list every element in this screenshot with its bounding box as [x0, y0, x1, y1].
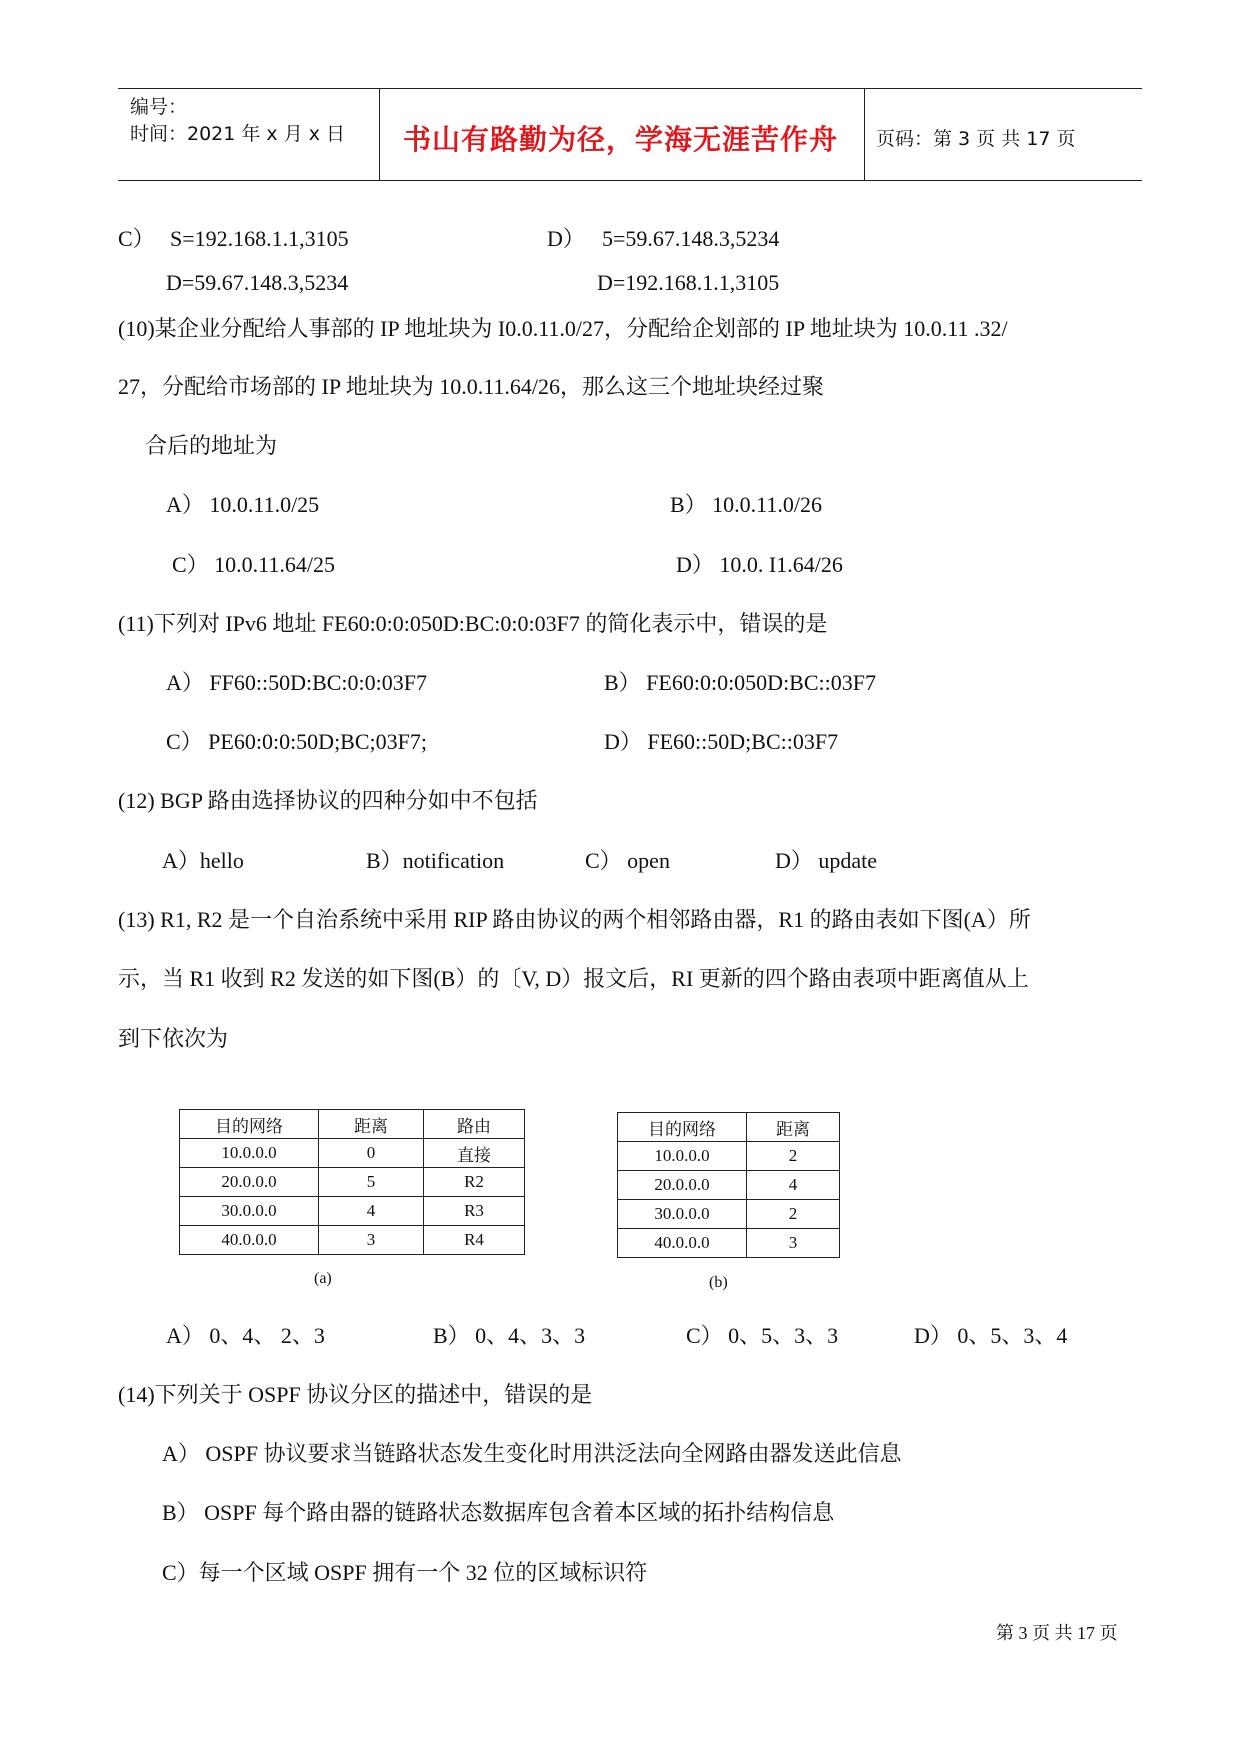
- table-header-cell: 路由: [424, 1110, 525, 1139]
- q14-stem: (14)下列关于 OSPF 协议分区的描述中，错误的是: [118, 1382, 593, 1407]
- header-top-rule: [118, 88, 1142, 89]
- q13-stem-line2: 示，当 R1 收到 R2 发送的如下图(B）的〔V, D）报文后，RI 更新的四个路由表项中距离值从上: [118, 966, 1029, 991]
- table-header-cell: 目的网络: [618, 1113, 747, 1142]
- q10-option-d: D） 10.0. I1.64/26: [676, 552, 843, 577]
- table-cell: 30.0.0.0: [180, 1197, 319, 1226]
- table-header-cell: 距离: [747, 1113, 840, 1142]
- q9-option-c-line2: D=59.67.148.3,5234: [166, 270, 349, 295]
- table-b-caption: (b): [709, 1274, 728, 1291]
- table-cell: 20.0.0.0: [180, 1168, 319, 1197]
- table-cell: 2: [747, 1200, 840, 1229]
- q11-option-b: B） FE60:0:0:050D:BC::03F7: [604, 670, 876, 695]
- table-cell: R2: [424, 1168, 525, 1197]
- motto: 书山有路勤为径，学海无涯苦作舟: [403, 123, 839, 156]
- table-row: [618, 1142, 840, 1171]
- table-row: [180, 1139, 525, 1168]
- q9-option-c-line1: S=192.168.1.1,3105: [170, 226, 349, 251]
- routing-table-a: [179, 1109, 525, 1255]
- table-cell: 0: [319, 1139, 424, 1168]
- q13-option-c: C） 0、5、3、3: [686, 1323, 839, 1348]
- table-cell: 20.0.0.0: [618, 1171, 747, 1200]
- q10-option-c: C） 10.0.11.64/25: [172, 552, 335, 577]
- q10-stem-line2: 27，分配给市场部的 IP 地址块为 10.0.11.64/26，那么这三个地址块经过聚: [118, 374, 825, 399]
- table-row: [618, 1171, 840, 1200]
- q11-option-c: C） PE60:0:0:50D;BC;03F7;: [166, 729, 427, 754]
- table-row: [180, 1168, 525, 1197]
- q9-option-d-line2: D=192.168.1.1,3105: [597, 270, 780, 295]
- table-row: [180, 1197, 525, 1226]
- table-header-cell: 距离: [319, 1110, 424, 1139]
- q9-option-c-label: C）: [118, 226, 155, 251]
- table-cell: 5: [319, 1168, 424, 1197]
- table-cell: 30.0.0.0: [618, 1200, 747, 1229]
- page-info: 页码：第 3 页 共 17 页: [876, 128, 1076, 150]
- q13-option-d: D） 0、5、3、4: [914, 1323, 1068, 1348]
- q11-stem: (11)下列对 IPv6 地址 FE60:0:0:050D:BC:0:0:03F7 的简化表示中，错误的是: [118, 611, 828, 636]
- table-cell: 3: [319, 1226, 424, 1255]
- table-cell: 40.0.0.0: [618, 1229, 747, 1258]
- table-cell: 10.0.0.0: [618, 1142, 747, 1171]
- table-cell: 4: [747, 1171, 840, 1200]
- table-header-row: [618, 1113, 840, 1142]
- table-a-caption: (a): [314, 1270, 332, 1287]
- table-row: [618, 1229, 840, 1258]
- table-cell: 10.0.0.0: [180, 1139, 319, 1168]
- q14-option-a: A） OSPF 协议要求当链路状态发生变化时用洪泛法向全网路由器发送此信息: [162, 1441, 902, 1466]
- q11-option-d: D） FE60::50D;BC::03F7: [604, 729, 839, 754]
- q10-stem-line3: 合后的地址为: [145, 433, 278, 458]
- table-row: [618, 1200, 840, 1229]
- table-cell: R3: [424, 1197, 525, 1226]
- q12-option-c: C） open: [585, 848, 670, 873]
- q12-option-b: B）notification: [366, 848, 505, 873]
- q13-option-a: A） 0、4、 2、3: [166, 1323, 325, 1348]
- serial-label: 编号：: [130, 96, 188, 118]
- table-cell: 2: [747, 1142, 840, 1171]
- page-footer: 第 3 页 共 17 页: [996, 1623, 1118, 1643]
- table-header-row: [180, 1110, 525, 1139]
- table-cell: 4: [319, 1197, 424, 1226]
- table-cell: 直接: [424, 1139, 525, 1168]
- table-row: [180, 1226, 525, 1255]
- q14-option-b: B） OSPF 每个路由器的链路状态数据库包含着本区域的拓扑结构信息: [162, 1500, 835, 1525]
- q12-option-d: D） update: [775, 848, 878, 873]
- q12-option-a: A）hello: [162, 848, 244, 873]
- q12-stem: (12) BGP 路由选择协议的四种分如中不包括: [118, 788, 538, 813]
- q9-option-d-line1: 5=59.67.148.3,5234: [602, 226, 780, 251]
- q14-option-c: C）每一个区域 OSPF 拥有一个 32 位的区域标识符: [162, 1560, 648, 1585]
- q10-option-a: A） 10.0.11.0/25: [166, 492, 320, 517]
- q9-option-d-label: D）: [547, 226, 585, 251]
- header-divider-left: [379, 88, 380, 180]
- routing-table-b: [617, 1112, 840, 1258]
- q11-option-a: A） FF60::50D:BC:0:0:03F7: [166, 670, 428, 695]
- time-label: 时间：2021 年 x 月 x 日: [130, 123, 346, 145]
- q10-stem-line1: (10)某企业分配给人事部的 IP 地址块为 I0.0.11.0/27，分配给企划部的 IP 地址块为 10.0.11 .32/: [118, 316, 1008, 341]
- table-cell: R4: [424, 1226, 525, 1255]
- q10-option-b: B） 10.0.11.0/26: [670, 492, 822, 517]
- header-bottom-rule: [118, 180, 1142, 181]
- table-header-cell: 目的网络: [180, 1110, 319, 1139]
- q13-stem-line1: (13) R1, R2 是一个自治系统中采用 RIP 路由协议的两个相邻路由器，R1 的路由表如下图(A）所: [118, 907, 1031, 932]
- q13-stem-line3: 到下依次为: [118, 1026, 229, 1051]
- table-cell: 3: [747, 1229, 840, 1258]
- header-divider-right: [864, 88, 865, 180]
- table-cell: 40.0.0.0: [180, 1226, 319, 1255]
- q13-option-b: B） 0、4、3、3: [433, 1323, 586, 1348]
